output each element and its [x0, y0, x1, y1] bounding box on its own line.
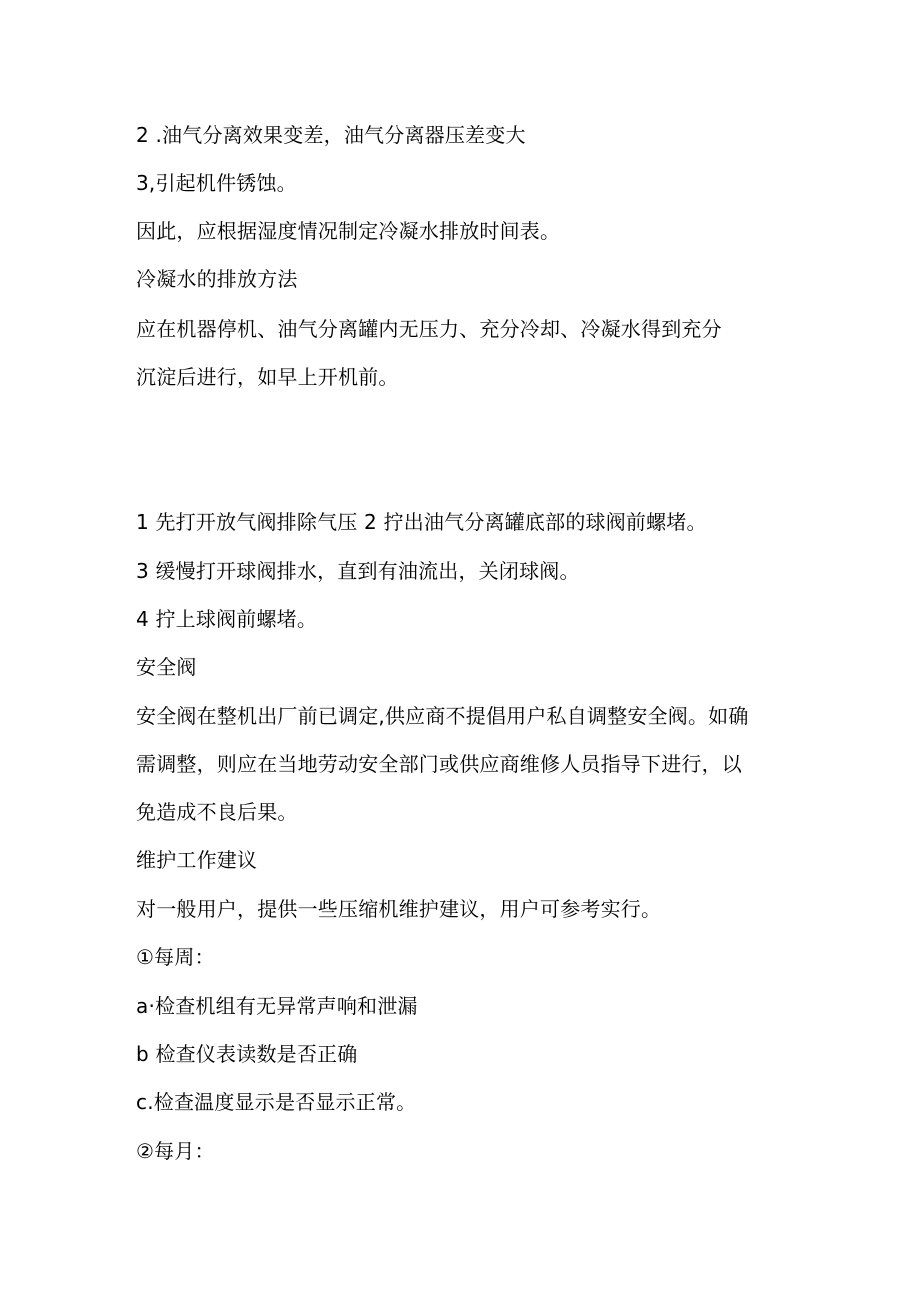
- text-line-2: 3,引起机件锈蚀。: [136, 171, 297, 195]
- text-line-6: 沉淀后进行，如早上开机前。: [136, 365, 399, 389]
- list-item-a: a·检查机组有无异常声响和泄漏: [136, 994, 418, 1018]
- text-line-1: 2 .油气分离效果变差，油气分离器压差变大: [136, 123, 526, 147]
- list-heading-monthly: ②每月：: [136, 1139, 215, 1163]
- section-heading-condensate-drain: 冷凝水的排放方法: [136, 267, 298, 291]
- text-line-13: 免造成不良后果。: [136, 800, 298, 824]
- text-line-15: 对一般用户，提供一些压缩机维护建议，用户可参考实行。: [136, 897, 662, 921]
- text-line-5: 应在机器停机、油气分离罐内无压力、充分冷却、冷凝水得到充分: [136, 317, 722, 341]
- text-line-12: 需调整，则应在当地劳动安全部门或供应商维修人员指导下进行，以: [136, 752, 742, 776]
- text-line-3: 因此，应根据湿度情况制定冷凝水排放时间表。: [136, 219, 561, 243]
- step-line-3: 3 缓慢打开球阀排水，直到有油流出，关闭球阀。: [136, 559, 580, 583]
- list-item-b: b 检查仪表读数是否正确: [136, 1042, 358, 1066]
- list-heading-weekly: ①每周：: [136, 945, 215, 969]
- step-line-4: 4 拧上球阀前螺堵。: [136, 607, 318, 631]
- list-item-c: c.检查温度显示是否显示正常。: [136, 1090, 417, 1114]
- text-line-11: 安全阀在整机出厂前已调定,供应商不提倡用户私自调整安全阀。如确: [136, 704, 749, 728]
- step-line-1: 1 先打开放气阀排除气压 2 拧出油气分离罐底部的球阀前螺堵。: [136, 510, 707, 534]
- section-heading-maintenance: 维护工作建议: [136, 848, 258, 872]
- section-heading-safety-valve: 安全阀: [136, 655, 197, 679]
